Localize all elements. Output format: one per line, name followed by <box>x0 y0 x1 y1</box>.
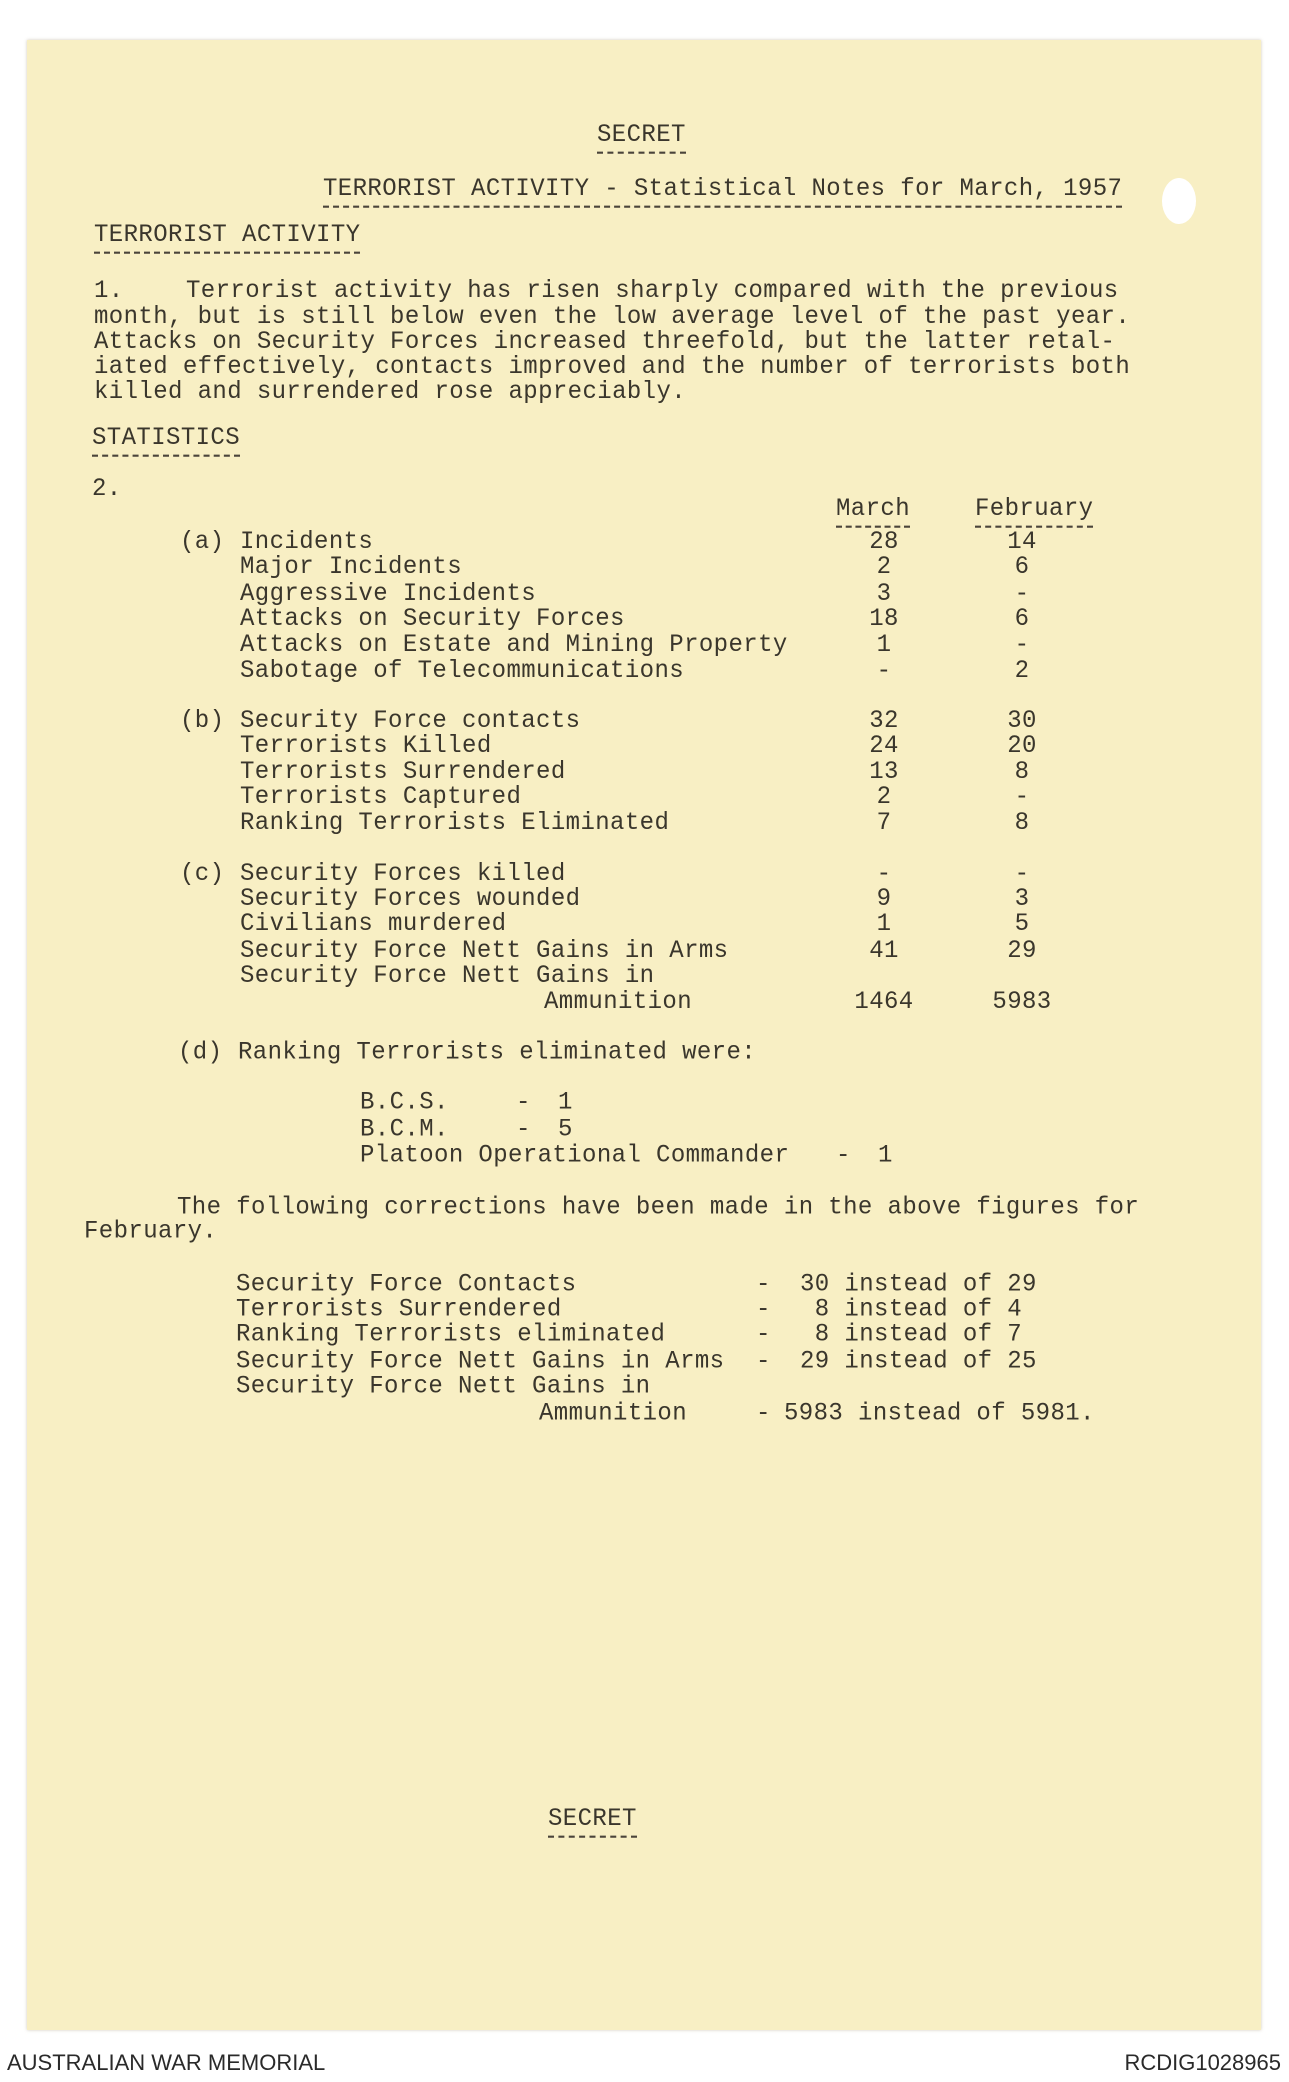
paragraph-line: killed and surrendered rose appreciably. <box>94 378 687 407</box>
correction-item: Ranking Terrorists eliminated <box>236 1320 666 1349</box>
stat-value-february: 20 <box>1007 732 1037 761</box>
stat-value-march: 9 <box>876 885 892 914</box>
classification-bottom: SECRET <box>548 1805 637 1838</box>
section-heading-statistics: STATISTICS <box>92 424 240 457</box>
column-header-february: February <box>975 495 1093 528</box>
group-label: (c) <box>180 860 225 889</box>
stat-value-february: 8 <box>1014 758 1030 787</box>
paragraph-line: Attacks on Security Forces increased threefold, but the latter retal- <box>94 328 1116 357</box>
group-label: (a) <box>180 528 225 557</box>
stat-value-february: 8 <box>1014 809 1030 838</box>
corrections-intro: February. <box>84 1217 218 1246</box>
stat-item-label: Security Forces killed <box>240 860 566 889</box>
stat-value-february: - <box>1014 580 1030 609</box>
dash: - <box>756 1399 771 1428</box>
ranking-rank: Platoon Operational Commander <box>360 1141 790 1170</box>
dash: - <box>516 1115 531 1144</box>
archive-reference: RCDIG1028965 <box>1124 2050 1281 2075</box>
stat-value-march: - <box>876 657 892 686</box>
ranking-rank: B.C.M. <box>360 1115 449 1144</box>
stat-item-label: Ranking Terrorists Eliminated <box>240 809 670 838</box>
stat-value-march: 18 <box>869 605 899 634</box>
correction-item: Security Force Nett Gains in <box>236 1372 651 1401</box>
correction-value: 5983 instead of 5981. <box>784 1399 1095 1428</box>
paragraph-line: Terrorist activity has risen sharply compared with the previous <box>186 277 1119 306</box>
stat-item-label: Security Forces wounded <box>240 885 581 914</box>
stat-value-march: 2 <box>876 553 892 582</box>
stat-item-label: Civilians murdered <box>240 910 507 939</box>
correction-item: Security Force Contacts <box>236 1270 577 1299</box>
stat-item-label: Ammunition <box>544 988 693 1017</box>
corrections-intro: The following corrections have been made in the above figures for <box>177 1193 1140 1222</box>
stat-value-march: 1464 <box>854 988 914 1017</box>
dash: - <box>836 1141 851 1170</box>
paragraph-number: 1. <box>94 277 124 306</box>
stat-item-label: Sabotage of Telecommunications <box>240 657 685 686</box>
stat-value-february: 6 <box>1014 605 1030 634</box>
dash: - <box>516 1088 531 1117</box>
stat-value-february: 29 <box>1007 937 1037 966</box>
stat-value-march: 2 <box>876 783 892 812</box>
stat-item-label: Security Force Nett Gains in <box>240 962 655 991</box>
stat-value-february: 6 <box>1014 553 1030 582</box>
stat-item-label: Major Incidents <box>240 553 463 582</box>
correction-item: Security Force Nett Gains in Arms <box>236 1347 725 1376</box>
ranking-count: 1 <box>878 1141 893 1170</box>
stat-value-march: 3 <box>876 580 892 609</box>
column-header-march: March <box>836 495 910 528</box>
stat-value-february: 5 <box>1014 910 1030 939</box>
stat-value-march: 28 <box>869 528 899 557</box>
stat-item-label: Attacks on Estate and Mining Property <box>240 631 788 660</box>
stat-value-february: 3 <box>1014 885 1030 914</box>
punch-hole <box>1162 178 1196 224</box>
stat-item-label: Aggressive Incidents <box>240 580 537 609</box>
stat-value-february: - <box>1014 783 1030 812</box>
paragraph-line: iated effectively, contacts improved and the number of terrorists both <box>94 353 1131 382</box>
ranking-count: 1 <box>558 1088 573 1117</box>
correction-item: Ammunition <box>539 1399 688 1428</box>
document-title: TERRORIST ACTIVITY - Statistical Notes for March, 1957 <box>323 175 1122 208</box>
section-number: 2. <box>92 475 122 504</box>
classification-top: SECRET <box>597 121 686 154</box>
stat-item-label: Incidents <box>240 528 374 557</box>
correction-item: Terrorists Surrendered <box>236 1295 562 1324</box>
stat-value-february: 2 <box>1014 657 1030 686</box>
stat-value-february: 5983 <box>992 988 1052 1017</box>
stat-item-label: Security Force contacts <box>240 707 581 736</box>
stat-value-february: - <box>1014 860 1030 889</box>
stat-item-label: Terrorists Captured <box>240 783 522 812</box>
correction-value: 8 instead of 4 <box>800 1295 1023 1324</box>
stat-value-march: 1 <box>876 631 892 660</box>
stat-value-february: 14 <box>1007 528 1037 557</box>
archive-credit: AUSTRALIAN WAR MEMORIAL <box>7 2050 326 2075</box>
stat-value-february: - <box>1014 631 1030 660</box>
ranking-label: (d) <box>178 1038 223 1067</box>
dash: - <box>756 1295 771 1324</box>
group-label: (b) <box>180 707 225 736</box>
correction-value: 29 instead of 25 <box>800 1347 1037 1376</box>
dash: - <box>756 1347 771 1376</box>
section-heading-terrorist-activity: TERRORIST ACTIVITY <box>94 221 360 254</box>
ranking-rank: B.C.S. <box>360 1088 449 1117</box>
stat-value-march: 7 <box>876 809 892 838</box>
ranking-count: 5 <box>558 1115 573 1144</box>
ranking-heading: Ranking Terrorists eliminated were: <box>238 1038 757 1067</box>
stat-value-march: 41 <box>869 937 899 966</box>
stat-value-february: 30 <box>1007 707 1037 736</box>
stat-value-march: 1 <box>876 910 892 939</box>
dash: - <box>756 1320 771 1349</box>
stat-item-label: Security Force Nett Gains in Arms <box>240 937 729 966</box>
dash: - <box>756 1270 771 1299</box>
paragraph-line: month, but is still below even the low average level of the past year. <box>94 303 1131 332</box>
stat-value-march: 32 <box>869 707 899 736</box>
stat-value-march: - <box>876 860 892 889</box>
stat-item-label: Attacks on Security Forces <box>240 605 625 634</box>
stat-item-label: Terrorists Surrendered <box>240 758 566 787</box>
correction-value: 30 instead of 29 <box>800 1270 1037 1299</box>
stat-value-march: 13 <box>869 758 899 787</box>
correction-value: 8 instead of 7 <box>800 1320 1023 1349</box>
stat-item-label: Terrorists Killed <box>240 732 492 761</box>
stat-value-march: 24 <box>869 732 899 761</box>
